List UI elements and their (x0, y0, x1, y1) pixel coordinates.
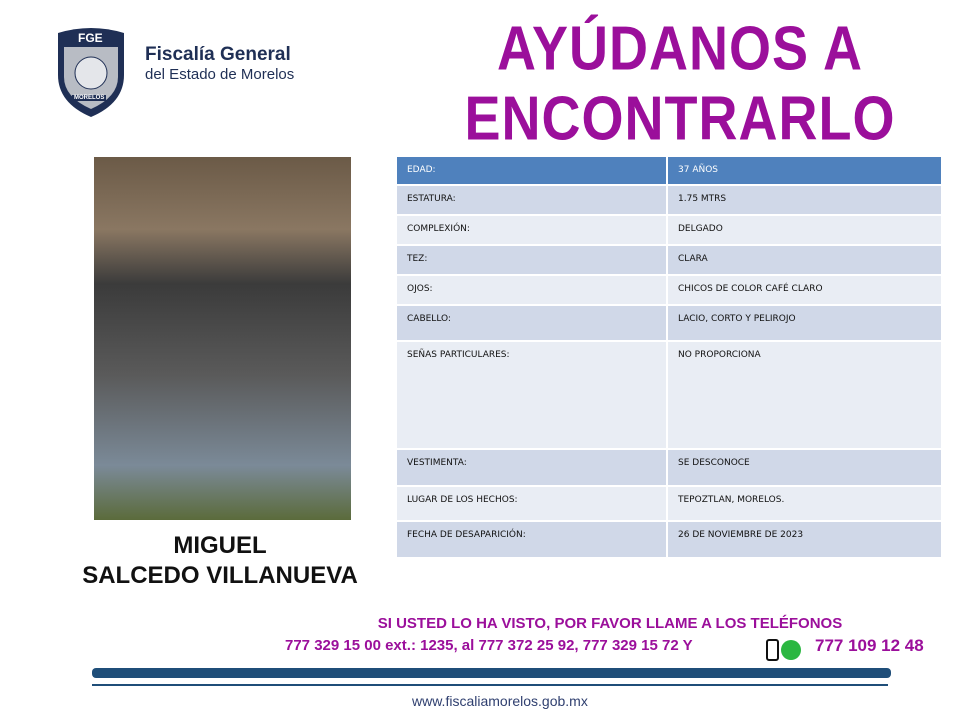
table-row (397, 276, 941, 306)
logo-text: FGE (78, 31, 103, 45)
table-row (397, 487, 941, 522)
row-label: COMPLEXIÓN: (397, 216, 668, 244)
org-name: Fiscalía General (145, 44, 291, 65)
person-first-name: MIGUEL (173, 532, 267, 559)
whatsapp-number: 777 109 12 48 (815, 636, 924, 655)
fge-shield-logo (54, 25, 128, 119)
person-last-names: SALCEDO VILLANUEVA (82, 562, 358, 589)
person-photo (94, 157, 351, 520)
table-row (397, 216, 941, 246)
footer-bar (92, 668, 891, 678)
row-value: 26 DE NOVIEMBRE DE 2023 (678, 530, 804, 540)
website-link[interactable]: www.fiscaliamorelos.gob.mx (412, 693, 588, 709)
phone-message-icon (766, 639, 779, 661)
row-label: CABELLO: (397, 306, 668, 340)
table-row (397, 157, 941, 186)
row-label: LUGAR DE LOS HECHOS: (397, 487, 668, 520)
table-row (397, 342, 941, 450)
row-value: DELGADO (678, 224, 723, 234)
logo-bottom-text: MORELOS (74, 95, 105, 101)
title-line2: ENCONTRARLO (464, 84, 896, 154)
table-row (397, 246, 941, 276)
table-row (397, 186, 941, 216)
row-label: VESTIMENTA: (397, 450, 668, 485)
contact-message: SI USTED LO HA VISTO, POR FAVOR LLAME A LOS TELÉFONOS (377, 615, 843, 632)
row-label: EDAD: (397, 157, 668, 184)
row-label: FECHA DE DESAPARICIÓN: (397, 522, 668, 557)
row-value: TEPOZTLAN, MORELOS. (678, 495, 785, 505)
row-value: 1.75 MTRS (678, 194, 727, 204)
title-line1: AYÚDANOS A (496, 14, 864, 84)
whatsapp-icon (781, 640, 801, 660)
row-label: ESTATURA: (397, 186, 668, 214)
details-table (397, 157, 941, 559)
table-row (397, 522, 941, 559)
row-value: SE DESCONOCE (678, 458, 750, 468)
row-value: CLARA (678, 254, 708, 264)
row-value: NO PROPORCIONA (678, 350, 761, 360)
row-label: OJOS: (397, 276, 668, 304)
row-value: 37 AÑOS (678, 165, 718, 175)
table-row (397, 306, 941, 342)
row-value: CHICOS DE COLOR CAFÉ CLARO (678, 284, 823, 294)
row-label: TEZ: (397, 246, 668, 274)
footer-divider (92, 684, 888, 686)
table-row (397, 450, 941, 487)
contact-phones: 777 329 15 00 ext.: 1235, al 777 372 25 92, 777 329 15 72 Y (285, 637, 693, 654)
row-value: LACIO, CORTO Y PELIROJO (678, 314, 796, 324)
org-subtitle: del Estado de Morelos (145, 66, 295, 83)
row-label: SEÑAS PARTICULARES: (397, 342, 668, 448)
